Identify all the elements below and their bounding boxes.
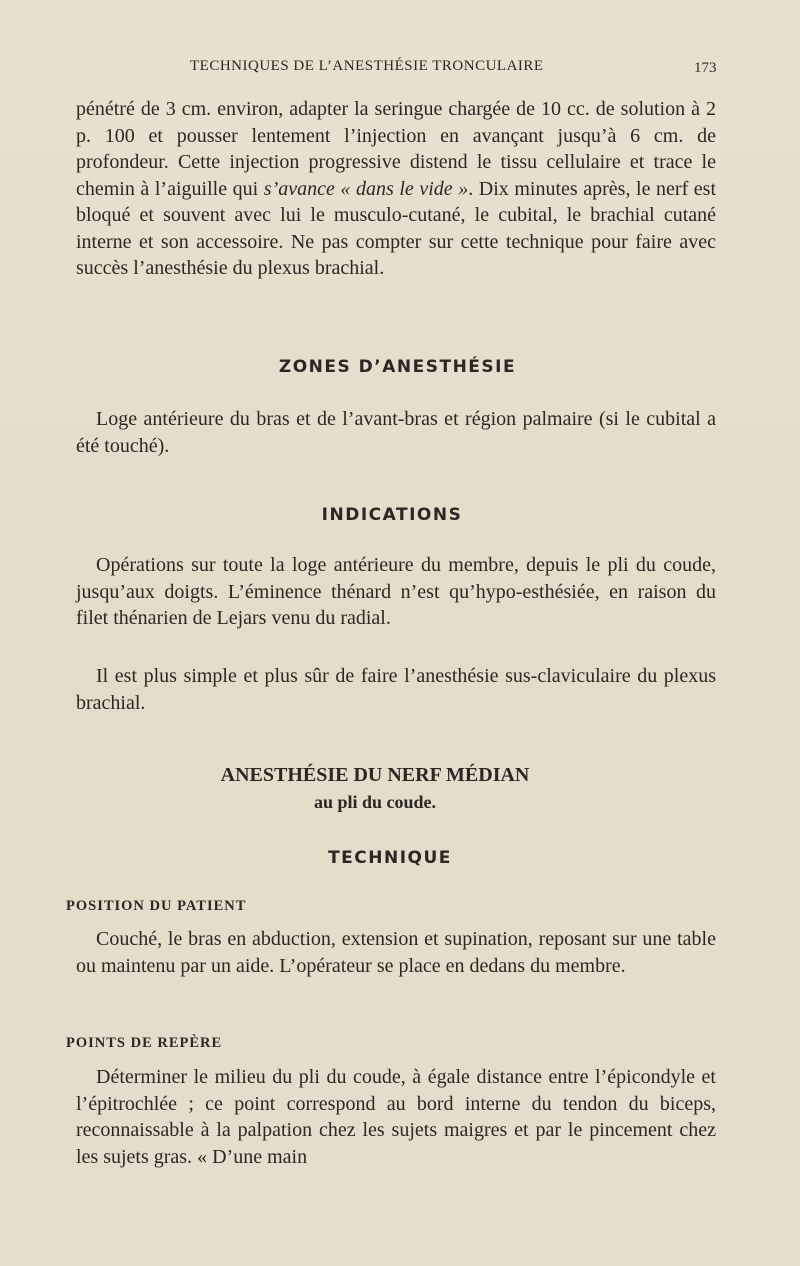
paragraph-zones <box>76 406 716 459</box>
heading-indications: INDICATIONS <box>321 505 463 525</box>
paragraph-text: Loge antérieure du bras et de l’avant-bras et région palmaire (si le cubital a été touché). <box>76 408 716 457</box>
paragraph-reperes <box>76 1064 716 1170</box>
heading-technique: TECHNIQUE <box>328 848 452 868</box>
paragraph-position <box>76 926 716 979</box>
subheading-median: au pli du coude. <box>313 792 437 812</box>
heading-median: ANESTHÉSIE DU NERF MÉDIAN <box>220 764 530 786</box>
paragraph-italic-text: s’avance « dans le vide » <box>263 177 469 200</box>
heading-position: POSITION DU PATIENT <box>66 898 247 914</box>
heading-reperes: POINTS DE REPÈRE <box>66 1035 223 1051</box>
paragraph-text: pénétré de 3 cm. environ, adapter la seringue chargée de 10 cc. de solution à 2 p. 100 et pousser lentement l’injection en avançant jusqu’à 6 cm. de profondeur. Cette injection progressive distend le tissu cellulaire et trace le chemin à l’aiguille qui <box>76 98 716 200</box>
paragraph-text: Il est plus simple et plus sûr de faire l’anesthésie sus-claviculaire du plexus brachial. <box>76 665 716 714</box>
paragraph-indications-2 <box>76 663 716 716</box>
paragraph-text: Déterminer le milieu du pli du coude, à égale distance entre l’épicondyle et l’épitrochlée ; ce point correspond au bord interne du tendon du biceps, reconnaissable à la palpation chez les sujets maigres et par le pincement chez les sujets gras. « D’une main <box>76 1066 716 1168</box>
heading-zones: ZONES D’ANESTHÉSIE <box>278 357 517 377</box>
paragraph-indications-1 <box>76 552 716 632</box>
paragraph-text: Couché, le bras en abduction, extension et supination, reposant sur une table ou maintenu par un aide. L’opérateur se place en dedans du membre. <box>76 928 716 977</box>
paragraph-text: . Dix minutes après, le nerf est bloqué et souvent avec lui le musculo-cutané, le cubital, le brachial cutané interne et son accessoire. Ne pas compter sur cette technique pour faire avec succès l’anesthésie du plexus brachial. <box>76 177 717 279</box>
paragraph-text: Opérations sur toute la loge antérieure du membre, depuis le pli du coude, jusqu’aux doigts. L’éminence thénard n’est qu’hypo-esthésiée, en raison du filet thénarien de Lejars venu du radial. <box>76 554 716 629</box>
page-number: 173 <box>694 60 717 76</box>
paragraph-technique-continuation <box>76 96 716 282</box>
running-title: TECHNIQUES DE L’ANESTHÉSIE TRONCULAIRE <box>190 58 544 74</box>
